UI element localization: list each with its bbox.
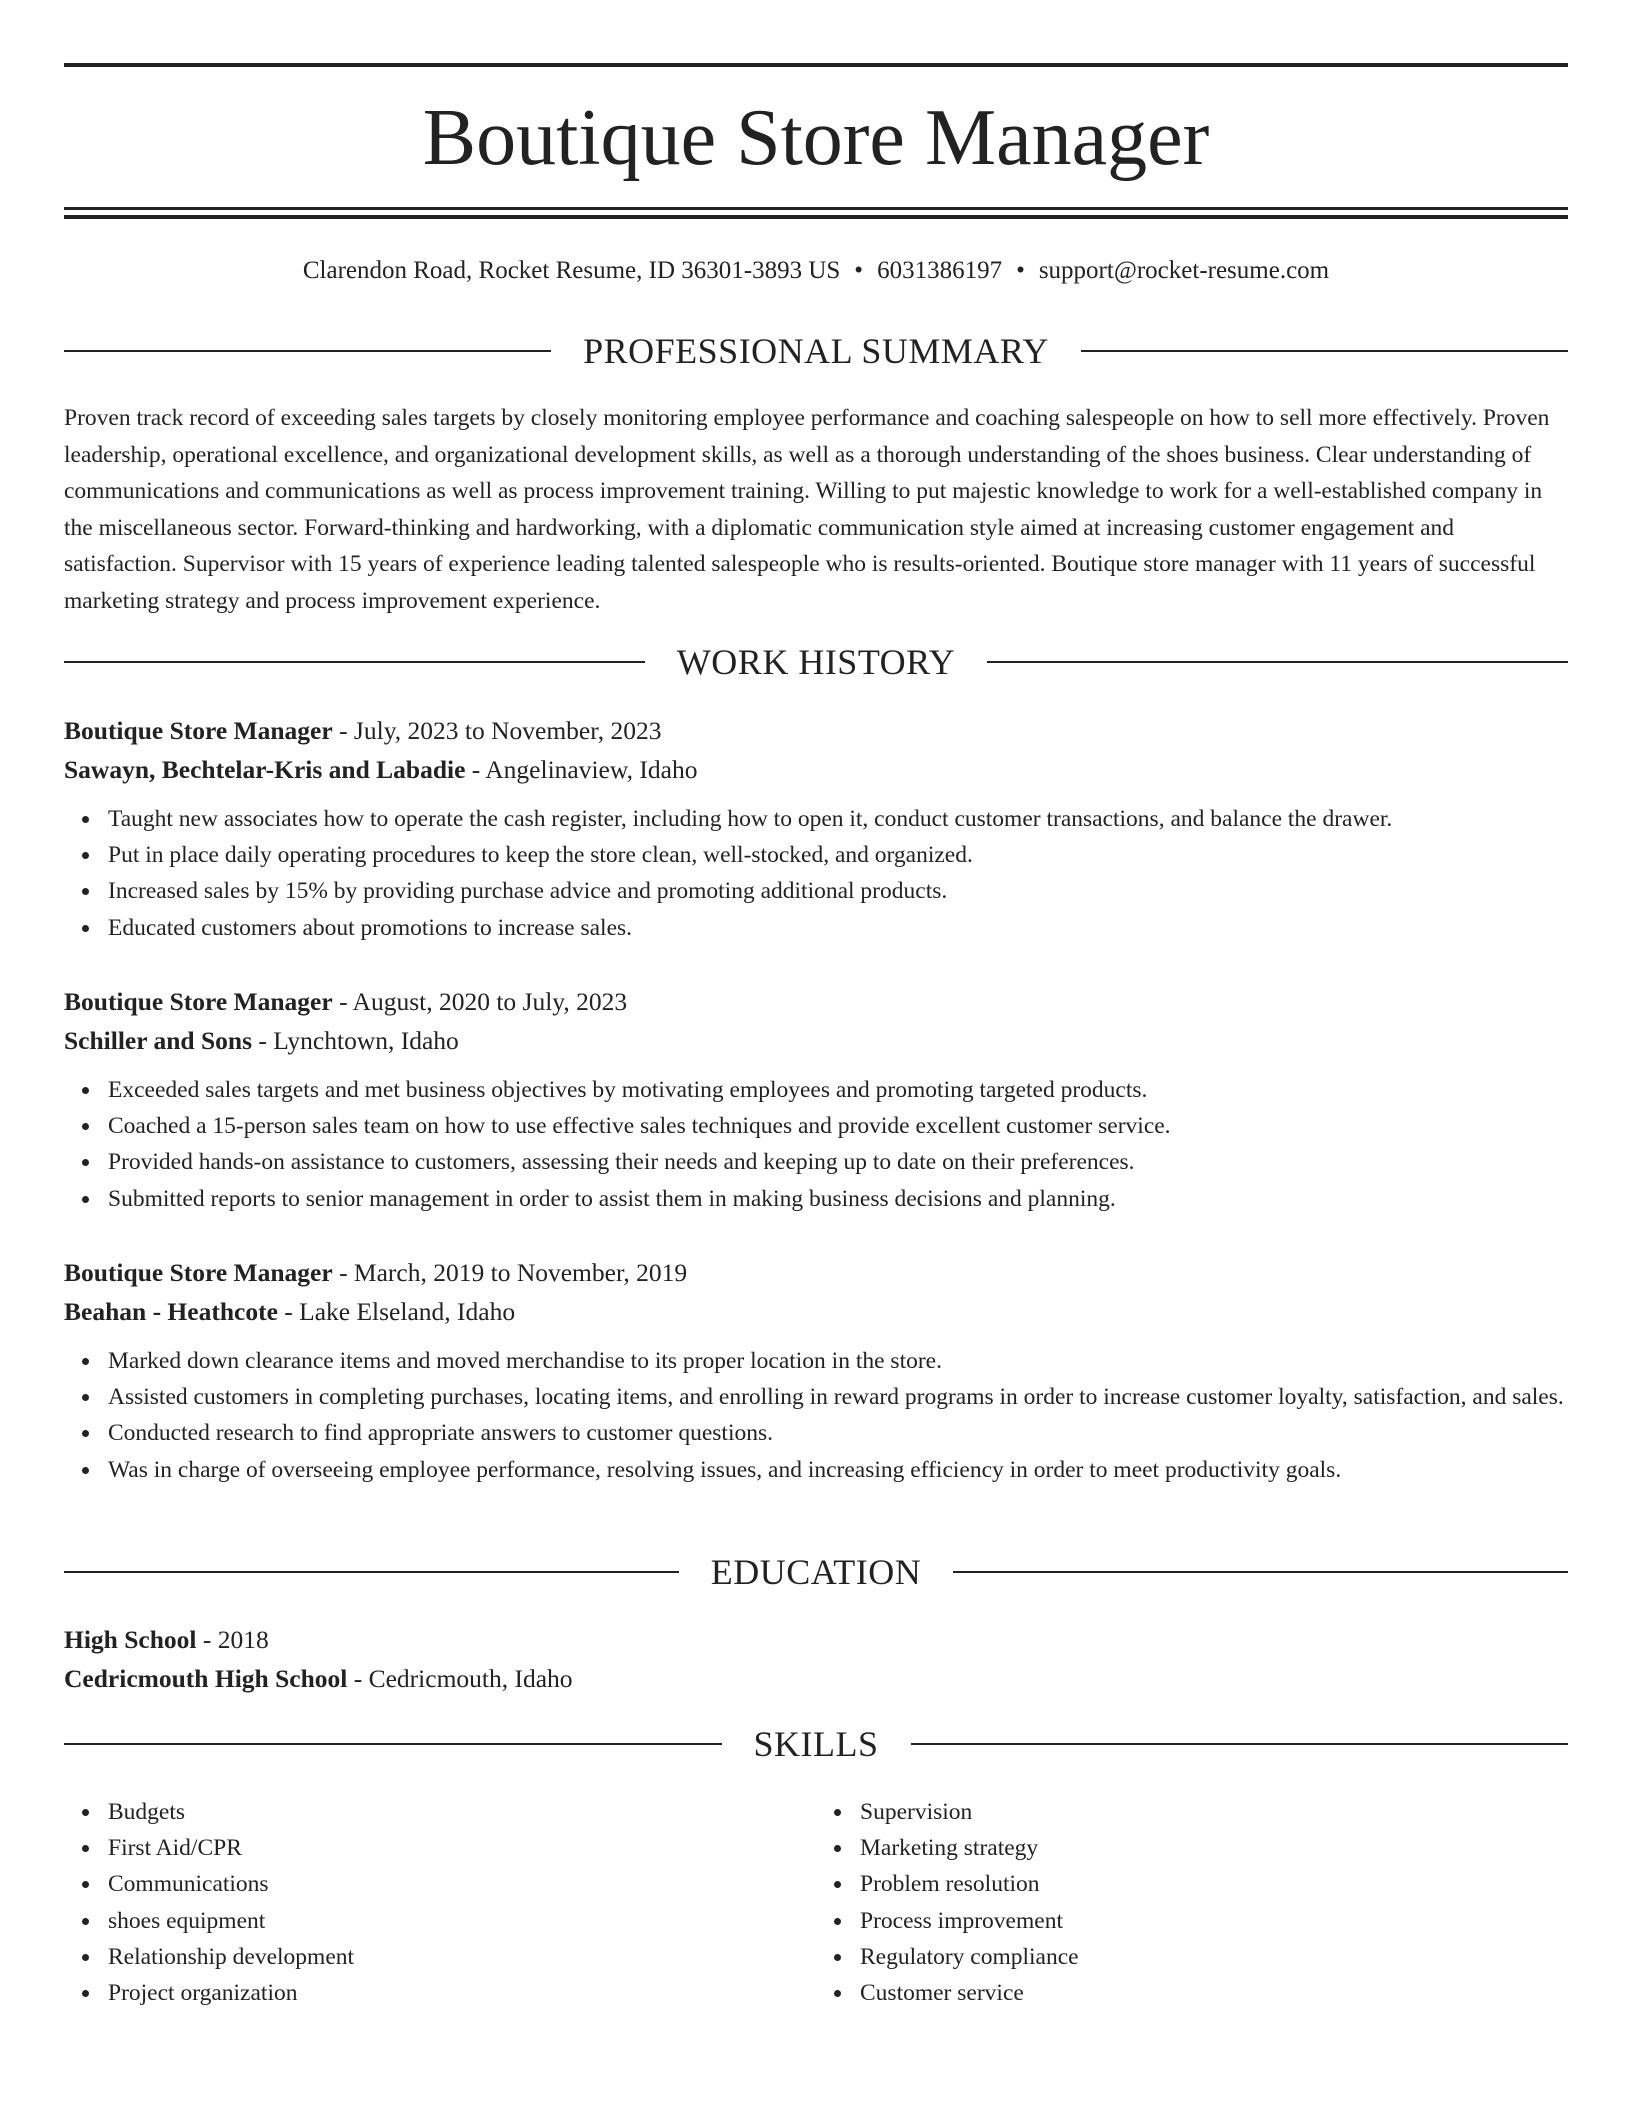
job-title: Boutique Store Manager [64,1258,333,1287]
section-title: PROFESSIONAL SUMMARY [583,331,1049,371]
list-item: Provided hands-on assistance to customers, assessing their needs and keeping up to date on their preferences. [108,1144,1568,1180]
contact-separator: • [1016,257,1025,284]
job-title-line [64,982,1568,1021]
summary-text: Proven track record of exceeding sales targets by closely monitoring employee performance and coaching salespeople on how to sell more effectively. Proven leadership, operational excellence, and organizational development skills, as well as a thorough understanding of the shoes business. Clear understanding of communications and communications as well as process improvement training. Willing to put majestic knowledge to work for a well-established company in the miscellaneous sector. Forward-thinking and hardworking, with a diplomatic communication style aimed at increasing customer engagement and satisfaction. Supervisor with 15 years of experience leading talented salespeople who is results-oriented. Boutique store manager with 11 years of successful marketing strategy and process improvement experience. [64,405,1550,614]
skill-item: Project organization [108,1975,816,2011]
divider [953,1571,1568,1573]
list-item: Marked down clearance items and moved merchandise to its proper location in the store. [108,1343,1568,1379]
skill-item: Supervision [860,1794,1568,1830]
education-degree: High School [64,1625,197,1654]
job-company: Schiller and Sons [64,1026,253,1055]
list-item: Educated customers about promotions to increase sales. [108,910,1568,946]
top-rule [64,63,1568,67]
skills-list-left [64,1794,816,2011]
contact-email: support@rocket-resume.com [1038,257,1330,284]
contact-address: Clarendon Road, Rocket Resume, ID 36301-3893 US [302,257,841,284]
job-company: Sawayn, Bechtelar-Kris and Labadie [64,755,466,784]
list-item: Exceeded sales targets and met business objectives by motivating employees and promoting targeted products. [108,1072,1568,1108]
section-title: WORK HISTORY [676,642,956,682]
page-title: Boutique Store Manager [422,94,1210,182]
divider [911,1743,1569,1745]
education-school: Cedricmouth High School [64,1664,348,1693]
skill-item: Regulatory compliance [860,1939,1568,1975]
skill-item: Marketing strategy [860,1830,1568,1866]
job-entry [64,982,1568,1217]
job-entry [64,711,1568,946]
section-heading-summary [64,331,1568,371]
skill-item: Relationship development [108,1939,816,1975]
job-title: Boutique Store Manager [64,716,333,745]
education-year: - 2018 [196,1625,269,1654]
skills-list-right [816,1794,1568,2011]
job-dates: - August, 2020 to July, 2023 [332,987,628,1016]
title-rule-upper [64,207,1568,210]
contact-separator: • [854,257,864,284]
section-heading-education [64,1552,1568,1592]
title-rule-lower [64,215,1568,219]
list-item: Conducted research to find appropriate answers to customer questions. [108,1415,1568,1451]
education-school-line [64,1659,1568,1698]
skill-item: Customer service [860,1975,1568,2011]
job-title: Boutique Store Manager [64,987,333,1016]
job-bullets [64,1072,1568,1217]
skill-item: Problem resolution [860,1866,1568,1902]
education-location: - Cedricmouth, Idaho [347,1664,573,1693]
list-item: Increased sales by 15% by providing purchase advice and promoting additional products. [108,873,1568,909]
divider [64,1743,722,1745]
job-company-line [64,1292,1568,1331]
list-item: Submitted reports to senior management in order to assist them in making business decisions and planning. [108,1181,1568,1217]
section-heading-work [64,642,1568,682]
list-item: Put in place daily operating procedures to keep the store clean, well-stocked, and organized. [108,837,1568,873]
skill-item: Budgets [108,1794,816,1830]
job-location: - Lynchtown, Idaho [252,1026,459,1055]
job-location: - Angelinaview, Idaho [465,755,698,784]
divider [64,1571,679,1573]
job-title-line [64,711,1568,750]
job-location: - Lake Elseland, Idaho [277,1297,516,1326]
job-company: Beahan - Heathcote [64,1297,278,1326]
education-degree-line [64,1620,1568,1659]
list-item: Taught new associates how to operate the cash register, including how to open it, conduct customer transactions, and balance the drawer. [108,801,1568,837]
skill-item: Process improvement [860,1903,1568,1939]
job-dates: - July, 2023 to November, 2023 [332,716,662,745]
list-item: Was in charge of overseeing employee performance, resolving issues, and increasing efficiency in order to meet productivity goals. [108,1452,1568,1488]
divider [64,661,645,663]
job-entry [64,1253,1568,1488]
section-title: SKILLS [753,1724,879,1764]
education-entry [64,1620,1568,1698]
divider [987,661,1568,663]
job-company-line [64,750,1568,789]
section-heading-skills [64,1724,1568,1764]
job-title-line [64,1253,1568,1292]
divider [1081,350,1568,352]
contact-line [64,254,1568,288]
job-dates: - March, 2019 to November, 2019 [332,1258,688,1287]
list-item: Coached a 15-person sales team on how to use effective sales techniques and provide excellent customer service. [108,1108,1568,1144]
skill-item: Communications [108,1866,816,1902]
skill-item: First Aid/CPR [108,1830,816,1866]
list-item: Assisted customers in completing purchases, locating items, and enrolling in reward programs in order to increase customer loyalty, satisfaction, and sales. [108,1379,1568,1415]
divider [64,350,551,352]
contact-phone: 6031386197 [877,257,1003,284]
skill-item: shoes equipment [108,1903,816,1939]
job-bullets [64,1343,1568,1488]
job-bullets [64,801,1568,946]
section-title: EDUCATION [710,1552,922,1592]
skills-columns [64,1794,1568,2011]
job-company-line [64,1021,1568,1060]
